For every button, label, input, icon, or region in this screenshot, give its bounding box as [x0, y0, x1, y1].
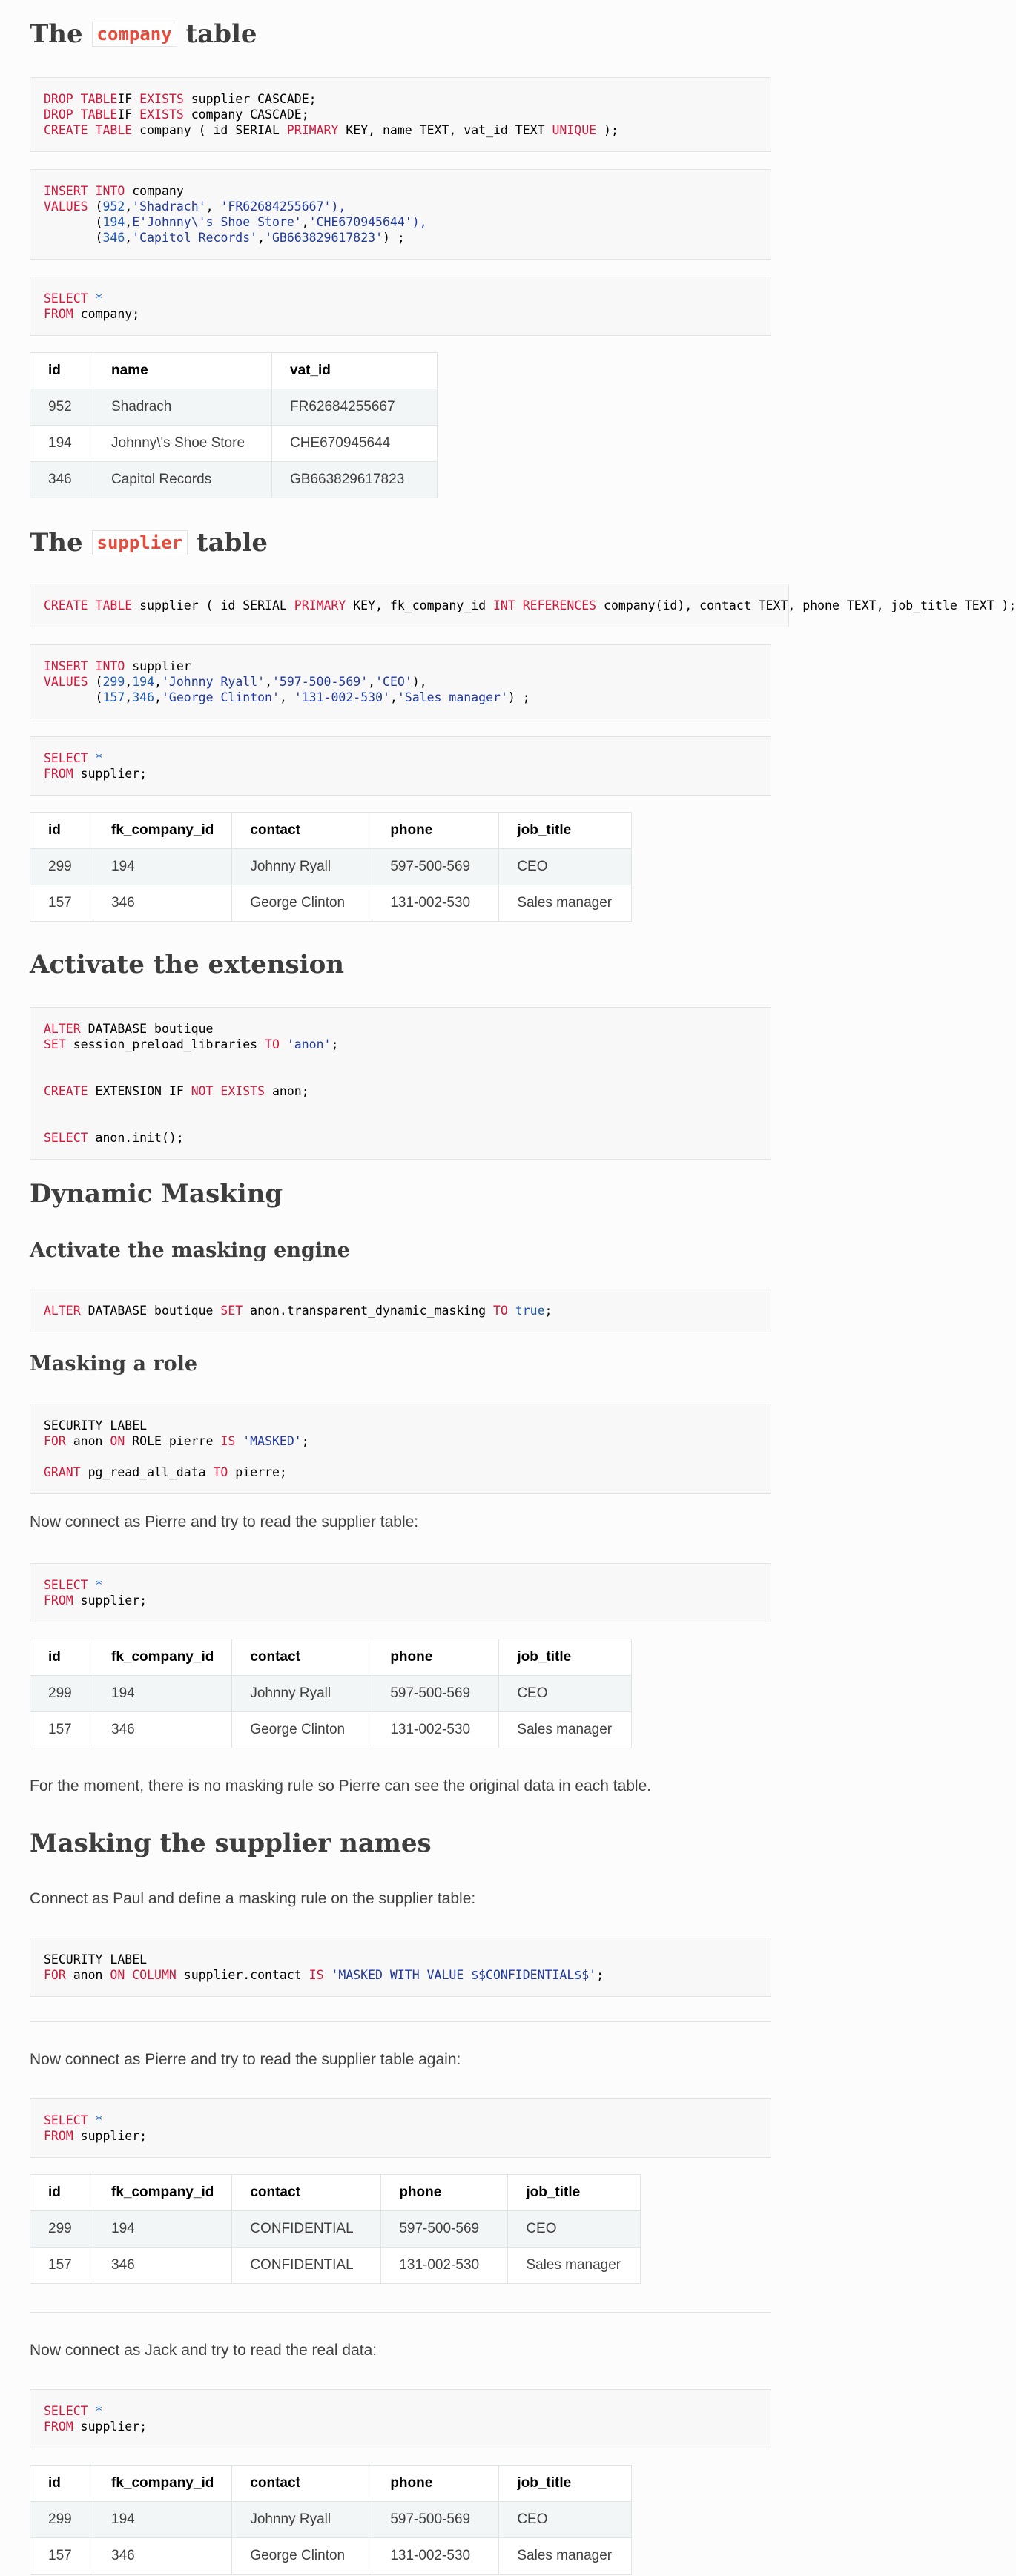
table-cell: Shadrach: [93, 389, 272, 426]
code-token: company CASCADE;: [183, 108, 309, 122]
code-block: [30, 1289, 771, 1332]
table-row: [30, 389, 438, 426]
column-header: fk_company_id: [93, 2175, 232, 2211]
code-token: EXTENSION IF: [88, 1084, 191, 1098]
code-token: supplier;: [73, 767, 148, 781]
code-token: (: [88, 675, 103, 689]
table-cell: George Clinton: [232, 885, 372, 922]
table-cell: 597-500-569: [372, 1676, 499, 1712]
table-cell: 597-500-569: [372, 2502, 499, 2538]
code-token: EXISTS: [139, 92, 184, 106]
divider: [30, 2021, 771, 2022]
code-token: 'Capitol Records': [132, 231, 258, 245]
code-token: 'FR62684255667': [220, 199, 331, 214]
subsection-title: Activate the masking engine: [30, 1239, 350, 1262]
code-block: [30, 277, 771, 336]
code-token: ,: [205, 199, 221, 214]
table-cell: Capitol Records: [93, 462, 272, 498]
code-token: KEY, name TEXT, vat_id TEXT: [338, 123, 552, 137]
code-token: DATABASE boutique: [80, 1022, 214, 1036]
column-header: id: [30, 2466, 93, 2502]
code-token: 157: [102, 690, 125, 704]
code-token: ) ;: [383, 231, 405, 245]
column-header: id: [30, 1639, 93, 1676]
code-token: anon: [65, 1968, 110, 1982]
table-header-row: [30, 2175, 641, 2211]
code-token: 'GB663829617823': [265, 231, 383, 245]
code-token: pierre;: [228, 1465, 287, 1479]
table-cell: George Clinton: [232, 1712, 372, 1748]
code-token: '597-500-569': [272, 675, 369, 689]
code-token: FROM: [44, 767, 73, 781]
table-cell: George Clinton: [232, 2538, 372, 2575]
table-header-row: [30, 353, 438, 389]
code-token: FROM: [44, 2129, 73, 2143]
table-cell: 194: [93, 1676, 232, 1712]
table-cell: 157: [30, 1712, 93, 1748]
title-text: The: [30, 19, 83, 49]
table-cell: 131-002-530: [372, 2538, 499, 2575]
code-token: *: [88, 2113, 103, 2127]
table-row: [30, 1712, 632, 1748]
table-row: [30, 885, 632, 922]
code-token: DROP TABLE: [44, 92, 118, 106]
table-cell: 194: [93, 2502, 232, 2538]
code-token: ,: [125, 199, 133, 214]
table-cell: 157: [30, 2538, 93, 2575]
table-cell: 299: [30, 2502, 93, 2538]
code-token: NOT EXISTS: [191, 1084, 265, 1098]
code-token: ) ;: [507, 690, 530, 704]
column-header: job_title: [499, 2466, 632, 2502]
code-token: *: [88, 751, 103, 765]
column-header: contact: [232, 2466, 372, 2502]
code-token: (: [44, 231, 103, 245]
table-row: [30, 2248, 641, 2284]
code-token: IF: [117, 108, 140, 122]
code-token: FROM: [44, 307, 73, 321]
table-row: [30, 849, 632, 885]
column-header: phone: [372, 2466, 499, 2502]
code-token: GRANT: [44, 1465, 81, 1479]
table-cell: CONFIDENTIAL: [232, 2248, 381, 2284]
column-header: name: [93, 353, 272, 389]
code-token: ),: [412, 675, 427, 689]
code-token: FROM: [44, 2420, 73, 2434]
code-token: INSERT INTO: [44, 659, 125, 673]
title-code: supplier: [92, 530, 188, 555]
code-token: ,: [154, 690, 162, 704]
code-token: SELECT: [44, 1131, 88, 1145]
table-cell: 346: [30, 462, 93, 498]
data-table: [30, 2174, 641, 2284]
table-cell: 597-500-569: [372, 849, 499, 885]
code-token: SECURITY LABEL: [44, 1952, 148, 1966]
table-row: [30, 2211, 641, 2248]
section-title-supplier: [30, 525, 268, 561]
code-token: *: [88, 1578, 103, 1592]
code-token: 299: [102, 675, 125, 689]
code-token: SET: [220, 1304, 243, 1318]
table-cell: 157: [30, 2248, 93, 2284]
code-token: 'CEO': [375, 675, 412, 689]
code-token: VALUES: [44, 675, 88, 689]
code-token: ;: [544, 1304, 552, 1318]
code-token: anon: [65, 1434, 110, 1448]
column-header: fk_company_id: [93, 1639, 232, 1676]
code-token: SELECT: [44, 291, 88, 306]
section-title-extension: Activate the extension: [30, 950, 344, 980]
code-token: 346: [102, 231, 125, 245]
table-cell: 131-002-530: [372, 885, 499, 922]
section-title-company: [30, 16, 257, 52]
code-token: IS: [309, 1968, 324, 1982]
column-header: job_title: [499, 813, 632, 849]
code-token: ,: [368, 675, 376, 689]
table-cell: 299: [30, 2211, 93, 2248]
code-token: 'George Clinton': [161, 690, 280, 704]
code-block: [30, 644, 771, 719]
table-row: [30, 2538, 632, 2575]
code-token: ALTER: [44, 1304, 81, 1318]
column-header: fk_company_id: [93, 2466, 232, 2502]
code-token: PRIMARY: [294, 598, 346, 612]
code-token: ,: [154, 675, 162, 689]
title-text: table: [196, 528, 268, 558]
column-header: id: [30, 2175, 93, 2211]
code-token: ;: [331, 1037, 339, 1051]
column-header: job_title: [499, 1639, 632, 1676]
code-token: 194: [102, 215, 125, 229]
code-token: session_preload_libraries: [65, 1037, 265, 1051]
table-cell: CEO: [499, 1676, 632, 1712]
code-token: company;: [73, 307, 140, 321]
code-token: ON: [110, 1434, 125, 1448]
code-token: ,: [125, 675, 133, 689]
paragraph: Now connect as Pierre and try to read the supplier table:: [30, 1513, 419, 1530]
table-cell: 597-500-569: [381, 2211, 508, 2248]
table-row: [30, 426, 438, 462]
code-token: CREATE: [44, 1084, 88, 1098]
code-token: company: [125, 184, 184, 198]
code-token: supplier;: [73, 1594, 148, 1608]
paragraph: Connect as Paul and define a masking rule on the supplier table:: [30, 1890, 476, 1907]
code-token: FOR: [44, 1434, 66, 1448]
table-cell: Sales manager: [499, 1712, 632, 1748]
table-cell: FR62684255667: [272, 389, 438, 426]
code-token: SELECT: [44, 751, 88, 765]
code-token: );: [596, 123, 618, 137]
code-token: pg_read_all_data: [80, 1465, 214, 1479]
code-token: supplier.contact: [176, 1968, 309, 1982]
title-text: The: [30, 528, 83, 558]
code-token: supplier;: [73, 2129, 148, 2143]
code-token: DROP TABLE: [44, 108, 118, 122]
table-cell: 346: [93, 2538, 232, 2575]
code-block: [30, 169, 771, 260]
table-row: [30, 462, 438, 498]
code-token: ,: [125, 690, 133, 704]
code-token: CREATE TABLE: [44, 123, 133, 137]
code-token: ;: [596, 1968, 604, 1982]
code-block: [30, 2098, 771, 2158]
code-token: supplier: [125, 659, 191, 673]
column-header: fk_company_id: [93, 813, 232, 849]
data-table: [30, 812, 632, 922]
code-token: supplier ( id SERIAL: [132, 598, 294, 612]
table-cell: Sales manager: [499, 2538, 632, 2575]
column-header: contact: [232, 813, 372, 849]
code-token: '131-002-530': [294, 690, 390, 704]
code-token: (: [44, 215, 103, 229]
code-token: 'Sales manager': [397, 690, 508, 704]
data-table: [30, 2465, 632, 2575]
code-block: [30, 1404, 771, 1494]
code-token: 'MASKED': [235, 1434, 302, 1448]
table-cell: CHE670945644: [272, 426, 438, 462]
table-cell: 346: [93, 1712, 232, 1748]
table-cell: 299: [30, 849, 93, 885]
code-token: *: [88, 291, 103, 306]
table-cell: CEO: [499, 849, 632, 885]
code-token: ),: [331, 199, 346, 214]
column-header: phone: [372, 813, 499, 849]
code-token: E'Johnny\'s Shoe Store': [132, 215, 302, 229]
code-token: TO: [493, 1304, 508, 1318]
table-cell: Johnny Ryall: [232, 2502, 372, 2538]
code-token: ,: [265, 675, 272, 689]
column-header: job_title: [508, 2175, 641, 2211]
code-token: supplier CASCADE;: [183, 92, 317, 106]
code-token: KEY, fk_company_id: [346, 598, 493, 612]
section-title-dynamic-masking: Dynamic Masking: [30, 1179, 283, 1209]
data-table: [30, 1639, 632, 1748]
code-token: ALTER: [44, 1022, 81, 1036]
table-cell: Sales manager: [508, 2248, 641, 2284]
code-block: [30, 1007, 771, 1160]
table-cell: GB663829617823: [272, 462, 438, 498]
code-token: SET: [44, 1037, 66, 1051]
code-token: FOR: [44, 1968, 66, 1982]
code-token: ,: [125, 215, 133, 229]
code-block: [30, 1563, 771, 1622]
code-token: EXISTS: [139, 108, 184, 122]
title-text: table: [185, 19, 257, 49]
column-header: vat_id: [272, 353, 438, 389]
code-token: ,: [257, 231, 265, 245]
code-token: VALUES: [44, 199, 88, 214]
column-header: id: [30, 813, 93, 849]
code-token: UNIQUE: [552, 123, 597, 137]
code-token: 'Shadrach': [132, 199, 206, 214]
code-token: ,: [125, 231, 133, 245]
table-cell: 194: [93, 849, 232, 885]
table-cell: 131-002-530: [381, 2248, 508, 2284]
table-cell: 299: [30, 1676, 93, 1712]
subsection-title: Masking a role: [30, 1353, 198, 1375]
paragraph: Now connect as Jack and try to read the real data:: [30, 2342, 377, 2359]
column-header: phone: [372, 1639, 499, 1676]
section-title-masking-supplier: Masking the supplier names: [30, 1829, 432, 1858]
table-header-row: [30, 813, 632, 849]
table-cell: 131-002-530: [372, 1712, 499, 1748]
table-cell: 194: [30, 426, 93, 462]
code-token: FROM: [44, 1594, 73, 1608]
title-code: company: [92, 22, 177, 47]
code-token: ,: [389, 690, 398, 704]
table-cell: 157: [30, 885, 93, 922]
code-token: 'CHE670945644': [309, 215, 412, 229]
code-token: IS: [220, 1434, 236, 1448]
code-token: INSERT INTO: [44, 184, 125, 198]
code-block: [30, 584, 1016, 627]
code-block: [30, 1938, 771, 1997]
column-header: contact: [232, 1639, 372, 1676]
code-token: 'Johnny Ryall': [161, 675, 265, 689]
code-block: [30, 2389, 771, 2448]
code-token: CREATE TABLE: [44, 598, 133, 612]
table-cell: CEO: [499, 2502, 632, 2538]
table-row: [30, 2502, 632, 2538]
paragraph: Now connect as Pierre and try to read the supplier table again:: [30, 2051, 461, 2068]
code-token: 194: [132, 675, 155, 689]
table-cell: Johnny\'s Shoe Store: [93, 426, 272, 462]
code-token: TO: [213, 1465, 228, 1479]
code-token: TO: [265, 1037, 280, 1051]
code-token: ;: [301, 1434, 309, 1448]
code-token: supplier;: [73, 2420, 148, 2434]
code-token: anon.transparent_dynamic_masking: [243, 1304, 493, 1318]
data-table: [30, 352, 438, 498]
code-token: SECURITY LABEL: [44, 1419, 148, 1433]
table-cell: 346: [93, 885, 232, 922]
code-token: 'MASKED WITH VALUE $$CONFIDENTIAL$$': [323, 1968, 597, 1982]
code-token: 952: [102, 199, 125, 214]
code-token: ,: [279, 690, 294, 704]
table-cell: Sales manager: [499, 885, 632, 922]
code-token: (: [44, 690, 103, 704]
code-token: ROLE pierre: [125, 1434, 221, 1448]
code-block: [30, 77, 771, 152]
column-header: id: [30, 353, 93, 389]
table-cell: 194: [93, 2211, 232, 2248]
code-token: 346: [132, 690, 155, 704]
code-token: (: [88, 199, 103, 214]
table-cell: Johnny Ryall: [232, 1676, 372, 1712]
table-header-row: [30, 1639, 632, 1676]
code-token: SELECT: [44, 2404, 88, 2418]
table-cell: 952: [30, 389, 93, 426]
code-token: SELECT: [44, 2113, 88, 2127]
column-header: phone: [381, 2175, 508, 2211]
code-token: anon;: [265, 1084, 309, 1098]
code-token: anon.init();: [88, 1131, 184, 1145]
code-token: IF: [117, 92, 140, 106]
code-token: company ( id SERIAL: [132, 123, 287, 137]
code-token: company(id), contact TEXT, phone TEXT, job_title TEXT );: [596, 598, 1016, 612]
code-token: true: [507, 1304, 545, 1318]
code-token: *: [88, 2404, 103, 2418]
table-cell: 346: [93, 2248, 232, 2284]
table-cell: Johnny Ryall: [232, 849, 372, 885]
table-cell: CEO: [508, 2211, 641, 2248]
column-header: contact: [232, 2175, 381, 2211]
code-token: INT REFERENCES: [493, 598, 597, 612]
code-token: ),: [412, 215, 427, 229]
code-block: [30, 736, 771, 796]
divider: [30, 2312, 771, 2313]
code-token: ,: [301, 215, 309, 229]
table-cell: CONFIDENTIAL: [232, 2211, 381, 2248]
code-token: PRIMARY: [286, 123, 339, 137]
paragraph: For the moment, there is no masking rule so Pierre can see the original data in each table.: [30, 1777, 652, 1794]
code-token: 'anon': [279, 1037, 331, 1051]
table-row: [30, 1676, 632, 1712]
code-token: ON COLUMN: [110, 1968, 177, 1982]
table-header-row: [30, 2466, 632, 2502]
code-token: DATABASE boutique: [80, 1304, 221, 1318]
code-token: SELECT: [44, 1578, 88, 1592]
